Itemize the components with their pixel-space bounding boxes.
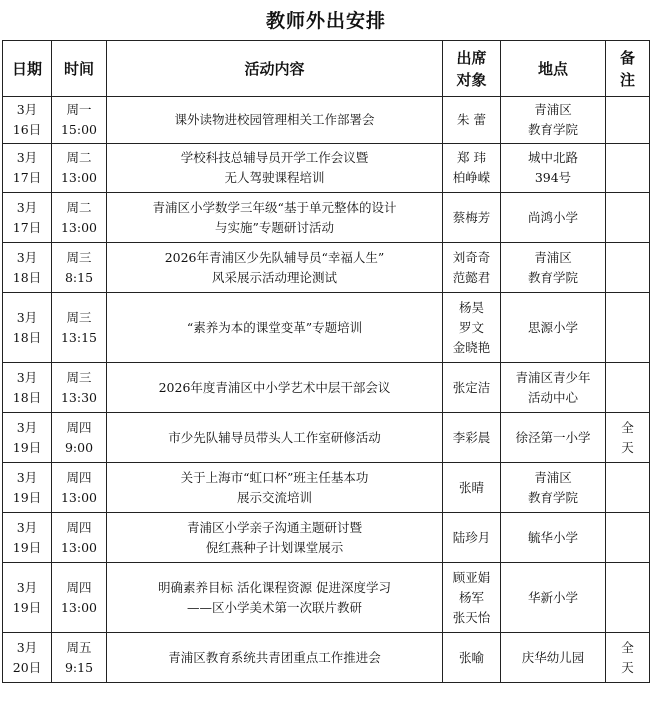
date-cell-line: 18日	[12, 389, 42, 405]
column-header-activity: 活动内容	[107, 41, 443, 97]
time-cell-line: 周三	[66, 369, 92, 385]
activity-cell	[107, 513, 443, 563]
location-cell	[501, 363, 606, 413]
time-cell-line: 13:00	[60, 219, 98, 235]
time-cell-line: 周二	[66, 199, 92, 215]
time-cell	[52, 363, 107, 413]
location-cell-line: 教育学院	[527, 122, 578, 137]
location-cell-line: 394号	[534, 170, 572, 185]
time-cell-line: 周二	[66, 150, 92, 165]
location-cell	[501, 97, 606, 144]
column-header-date: 日期	[3, 41, 52, 97]
location-cell	[501, 193, 606, 243]
date-cell	[3, 97, 52, 144]
time-cell-line: 周四	[66, 579, 92, 595]
date-cell-line: 3月	[16, 150, 38, 165]
time-cell-line: 13:30	[60, 389, 98, 405]
location-cell-line: 毓华小学	[527, 529, 578, 545]
date-cell-line: 3月	[16, 519, 38, 535]
table-row	[3, 144, 650, 193]
table-row	[3, 563, 650, 633]
note-cell	[606, 243, 650, 293]
date-cell-line: 3月	[16, 639, 38, 655]
table-row	[3, 193, 650, 243]
time-cell	[52, 513, 107, 563]
note-cell	[606, 193, 650, 243]
activity-cell-line: 青浦区小学亲子沟通主题研讨暨	[186, 519, 362, 535]
time-cell-line: 13:00	[60, 170, 98, 185]
activity-cell-line: 2026年度青浦区中小学艺术中层干部会议	[158, 379, 391, 395]
date-cell-line: 16日	[12, 122, 42, 137]
activity-cell	[107, 97, 443, 144]
location-cell	[501, 144, 606, 193]
attendees-cell-line: 刘奇奇	[452, 249, 491, 265]
table-row	[3, 243, 650, 293]
time-cell-line: 9:15	[64, 659, 94, 675]
time-cell-line: 13:15	[60, 329, 98, 345]
attendees-cell-line: 柏峥嵘	[452, 170, 491, 185]
location-cell-line: 华新小学	[527, 589, 578, 605]
activity-cell-line: 青浦区小学数学三年级“基于单元整体的设计	[152, 199, 397, 215]
activity-cell-line: 无人驾驶课程培训	[224, 170, 325, 185]
note-cell	[606, 363, 650, 413]
location-cell-line: 城中北路	[527, 150, 578, 165]
location-cell	[501, 513, 606, 563]
date-cell-line: 18日	[12, 269, 42, 285]
time-cell-line: 周四	[66, 419, 92, 435]
attendees-cell-line: 蔡梅芳	[452, 209, 491, 225]
location-cell-line: 徐泾第一小学	[515, 429, 591, 445]
time-cell-line: 周一	[66, 102, 92, 117]
date-cell-line: 19日	[12, 439, 42, 455]
note-cell-line: 天	[621, 659, 634, 675]
time-cell	[52, 413, 107, 463]
date-cell-line: 3月	[16, 309, 38, 325]
location-cell	[501, 633, 606, 683]
activity-cell-line: 风采展示活动理论测试	[211, 269, 337, 285]
attendees-cell-line: 范懿君	[452, 269, 491, 285]
activity-cell-line: 展示交流培训	[236, 489, 312, 505]
attendees-cell	[443, 243, 501, 293]
location-cell-line: 教育学院	[527, 269, 578, 285]
attendees-cell	[443, 144, 501, 193]
activity-cell-line: 倪红燕种子计划课堂展示	[205, 539, 344, 555]
note-cell-line: 天	[621, 439, 634, 455]
location-cell	[501, 413, 606, 463]
column-header-note: 备注	[606, 41, 650, 97]
date-cell-line: 17日	[12, 170, 42, 185]
location-cell-line: 尚鸿小学	[527, 209, 578, 225]
time-cell-line: 周三	[66, 309, 92, 325]
activity-cell-line: ——区小学美术第一次联片教研	[186, 599, 362, 615]
time-cell-line: 周四	[66, 469, 92, 485]
attendees-cell-line: 杨军	[458, 589, 484, 605]
table-row	[3, 633, 650, 683]
date-cell	[3, 293, 52, 363]
attendees-cell-line: 张定洁	[452, 379, 491, 395]
location-cell-line: 教育学院	[527, 489, 578, 505]
activity-cell-line: 学校科技总辅导员开学工作会议暨	[180, 150, 369, 165]
table-row	[3, 97, 650, 144]
time-cell-line: 周五	[66, 639, 92, 655]
table-row	[3, 293, 650, 363]
activity-cell	[107, 413, 443, 463]
time-cell	[52, 563, 107, 633]
date-cell	[3, 513, 52, 563]
activity-cell	[107, 463, 443, 513]
time-cell	[52, 144, 107, 193]
attendees-cell-line: 陆珍月	[452, 529, 491, 545]
location-cell	[501, 463, 606, 513]
location-cell-line: 青浦区青少年	[515, 369, 591, 385]
attendees-cell	[443, 293, 501, 363]
note-cell	[606, 413, 650, 463]
attendees-cell-line: 顾亚娟	[452, 569, 491, 585]
attendees-cell	[443, 513, 501, 563]
activity-cell-line: 与实施”专题研讨活动	[215, 219, 334, 235]
location-cell-line: 青浦区	[534, 102, 572, 117]
time-cell	[52, 633, 107, 683]
attendees-cell-line: 金晓艳	[452, 339, 491, 355]
note-cell	[606, 633, 650, 683]
location-cell-line: 青浦区	[534, 249, 572, 265]
activity-cell	[107, 363, 443, 413]
date-cell-line: 3月	[16, 579, 38, 595]
location-cell-line: 活动中心	[527, 389, 578, 405]
date-cell	[3, 463, 52, 513]
date-cell-line: 19日	[12, 489, 42, 505]
time-cell-line: 周四	[66, 519, 92, 535]
location-cell	[501, 243, 606, 293]
location-cell-line: 思源小学	[527, 319, 578, 335]
location-cell-line: 青浦区	[534, 469, 572, 485]
time-cell-line: 15:00	[60, 122, 98, 137]
attendees-cell-line: 朱 蕾	[457, 112, 486, 127]
time-cell-line: 13:00	[60, 489, 98, 505]
time-cell	[52, 293, 107, 363]
attendees-cell-line: 罗文	[458, 319, 484, 335]
attendees-cell-line: 李彩晨	[452, 429, 491, 445]
schedule-table	[2, 40, 650, 683]
time-cell	[52, 243, 107, 293]
activity-cell	[107, 144, 443, 193]
date-cell	[3, 193, 52, 243]
column-header-location: 地点	[501, 41, 606, 97]
activity-cell-line: 市少先队辅导员带头人工作室研修活动	[168, 429, 381, 445]
date-cell	[3, 144, 52, 193]
attendees-cell	[443, 97, 501, 144]
date-cell-line: 3月	[16, 419, 38, 435]
date-cell	[3, 633, 52, 683]
date-cell-line: 18日	[12, 329, 42, 345]
time-cell-line: 9:00	[64, 439, 94, 455]
activity-cell	[107, 193, 443, 243]
attendees-cell-line: 张喻	[458, 649, 484, 665]
note-cell-line: 全	[621, 639, 634, 655]
date-cell	[3, 363, 52, 413]
note-cell	[606, 563, 650, 633]
page-title: 教师外出安排	[265, 10, 386, 32]
note-cell-line: 全	[621, 419, 634, 435]
note-cell	[606, 293, 650, 363]
time-cell-line: 13:00	[60, 539, 98, 555]
activity-cell-line: 关于上海市“虹口杯”班主任基本功	[180, 469, 369, 485]
date-cell	[3, 243, 52, 293]
activity-cell	[107, 633, 443, 683]
attendees-cell-line: 郑 玮	[457, 150, 486, 165]
note-cell	[606, 97, 650, 144]
activity-cell	[107, 243, 443, 293]
note-cell	[606, 144, 650, 193]
activity-cell	[107, 293, 443, 363]
date-cell-line: 20日	[12, 659, 42, 675]
attendees-cell	[443, 563, 501, 633]
date-cell-line: 19日	[12, 599, 42, 615]
attendees-cell	[443, 363, 501, 413]
activity-cell-line: 明确素养目标 活化课程资源 促进深度学习	[158, 579, 391, 595]
date-cell-line: 17日	[12, 219, 42, 235]
date-cell-line: 3月	[16, 102, 38, 117]
attendees-cell	[443, 193, 501, 243]
activity-cell-line: “素养为本的课堂变革”专题培训	[186, 319, 363, 335]
activity-cell-line: 2026年青浦区少先队辅导员“幸福人生”	[164, 249, 385, 265]
attendees-cell	[443, 413, 501, 463]
table-row	[3, 513, 650, 563]
date-cell	[3, 413, 52, 463]
location-cell	[501, 563, 606, 633]
attendees-cell	[443, 463, 501, 513]
attendees-cell-line: 杨昊	[458, 299, 484, 315]
date-cell-line: 3月	[16, 249, 38, 265]
time-cell	[52, 463, 107, 513]
date-cell-line: 3月	[16, 199, 38, 215]
activity-cell	[107, 563, 443, 633]
activity-cell-line: 课外读物进校园管理相关工作部署会	[174, 112, 375, 127]
attendees-cell	[443, 633, 501, 683]
location-cell	[501, 293, 606, 363]
table-row	[3, 363, 650, 413]
time-cell-line: 8:15	[64, 269, 94, 285]
time-cell-line: 13:00	[60, 599, 98, 615]
time-cell	[52, 97, 107, 144]
date-cell-line: 3月	[16, 469, 38, 485]
column-header-time: 时间	[52, 41, 107, 97]
table-row	[3, 463, 650, 513]
date-cell-line: 3月	[16, 369, 38, 385]
table-header-row	[3, 41, 650, 97]
date-cell	[3, 563, 52, 633]
note-cell	[606, 463, 650, 513]
attendees-cell-line: 张晴	[458, 479, 484, 495]
note-cell	[606, 513, 650, 563]
time-cell-line: 周三	[66, 249, 92, 265]
date-cell-line: 19日	[12, 539, 42, 555]
attendees-cell-line: 张天怡	[452, 609, 491, 625]
location-cell-line: 庆华幼儿园	[521, 649, 585, 665]
column-header-attendees: 出席对象	[443, 41, 501, 97]
time-cell	[52, 193, 107, 243]
activity-cell-line: 青浦区教育系统共青团重点工作推进会	[168, 649, 381, 665]
table-row	[3, 413, 650, 463]
